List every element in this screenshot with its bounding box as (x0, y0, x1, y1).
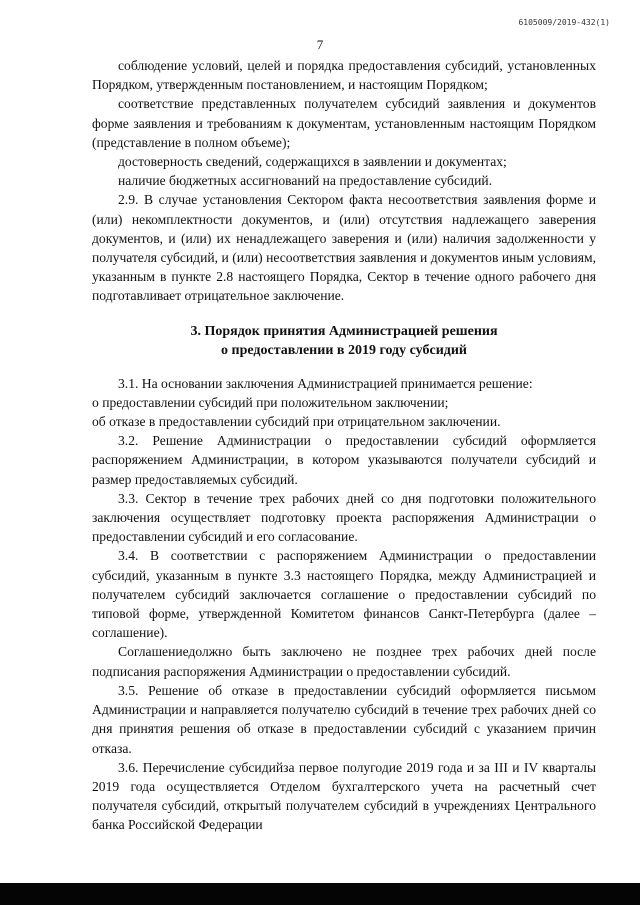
scan-bottom-edge (0, 883, 640, 905)
paragraph-3-4-agreement: Соглашениедолжно быть заключено не позднее трех рабочих дней после подписания распоряжения Администрации о предоставлении субсидий. (92, 644, 596, 679)
section-heading-line-2: о предоставлении в 2019 году субсидий (221, 342, 467, 358)
page-number: 7 (316, 37, 324, 52)
paragraph-3-1-a: о предоставлении субсидий при положительном заключении; (92, 394, 449, 410)
criterion-accuracy: достоверность сведений, содержащихся в заявлении и документах; (118, 154, 507, 170)
paragraph-3-1-b: об отказе в предоставлении субсидий при отрицательном заключении. (92, 414, 501, 430)
paragraph-3-5: 3.5. Решение об отказе в предоставлении субсидий оформляется письмом Администрации и направляется получателю субсидий в течение трех рабочих дней со дня принятия решения об отказе в предоставлении субсидий с указанием причин отказа. (92, 682, 596, 756)
paragraph-3-6: 3.6. Перечисление субсидийза первое полугодие 2019 года и за III и IV кварталы 2019 года осуществляется Отделом бухгалтерского учета на расчетный счет получателя субсидий, открытый получателем субсидий в учреждениях Центрального банка Российской Федерации (92, 759, 596, 833)
paragraph-3-4: 3.4. В соответствии с распоряжением Администрации о предоставлении субсидий, указанным в пункте 3.3 настоящего Порядка, между Администрацией и получателем субсидий заключается соглашение о предоставлении субсидий по типовой форме, утвержденной Комитетом финансов Санкт-Петербурга (далее – соглашение). (92, 548, 596, 641)
paragraph-2-9: 2.9. В случае установления Сектором факта несоответствия заявления форме и (или) некомплектности документов, и (или) отсутствия надлежащего заверения документов, и (или) их ненадлежащего заверения и (или) наличия задолженности у получателя субсидий, и (или) несоответствия заявления и документов иным условиям, указанным в пункте 2.8 настоящего Порядка, Сектор в течение одного рабочего дня подготавливает отрицательное заключение. (92, 192, 596, 304)
paragraph-3-3: 3.3. Сектор в течение трех рабочих дней со дня подготовки положительного заключения осуществляет подготовку проекта распоряжения Администрации о предоставлении субсидий и его согласование. (92, 490, 596, 545)
criterion-compliance: соблюдение условий, целей и порядка предоставления субсидий, установленных Порядком, утвержденным постановлением, и настоящим Порядком; (92, 58, 596, 93)
document-body (92, 56, 596, 835)
paragraph-3-2: 3.2. Решение Администрации о предоставлении субсидий оформляется распоряжением Администрации, в котором указываются получатели субсидий и размер предоставляемых субсидий. (92, 433, 596, 487)
section-heading-line-1: 3. Порядок принятия Администрацией решения (190, 323, 498, 339)
criterion-budget: наличие бюджетных ассигнований на предоставление субсидий. (118, 173, 493, 189)
paragraph-3-1: 3.1. На основании заключения Администрацией принимается решение: (118, 375, 533, 391)
criterion-documents: соответствие представленных получателем субсидий заявления и документов форме заявления и требованиям к документам, установленным настоящим Порядком (представление в полном объеме); (92, 96, 596, 150)
document-id: 6105009/2019-432(1) (518, 18, 610, 27)
